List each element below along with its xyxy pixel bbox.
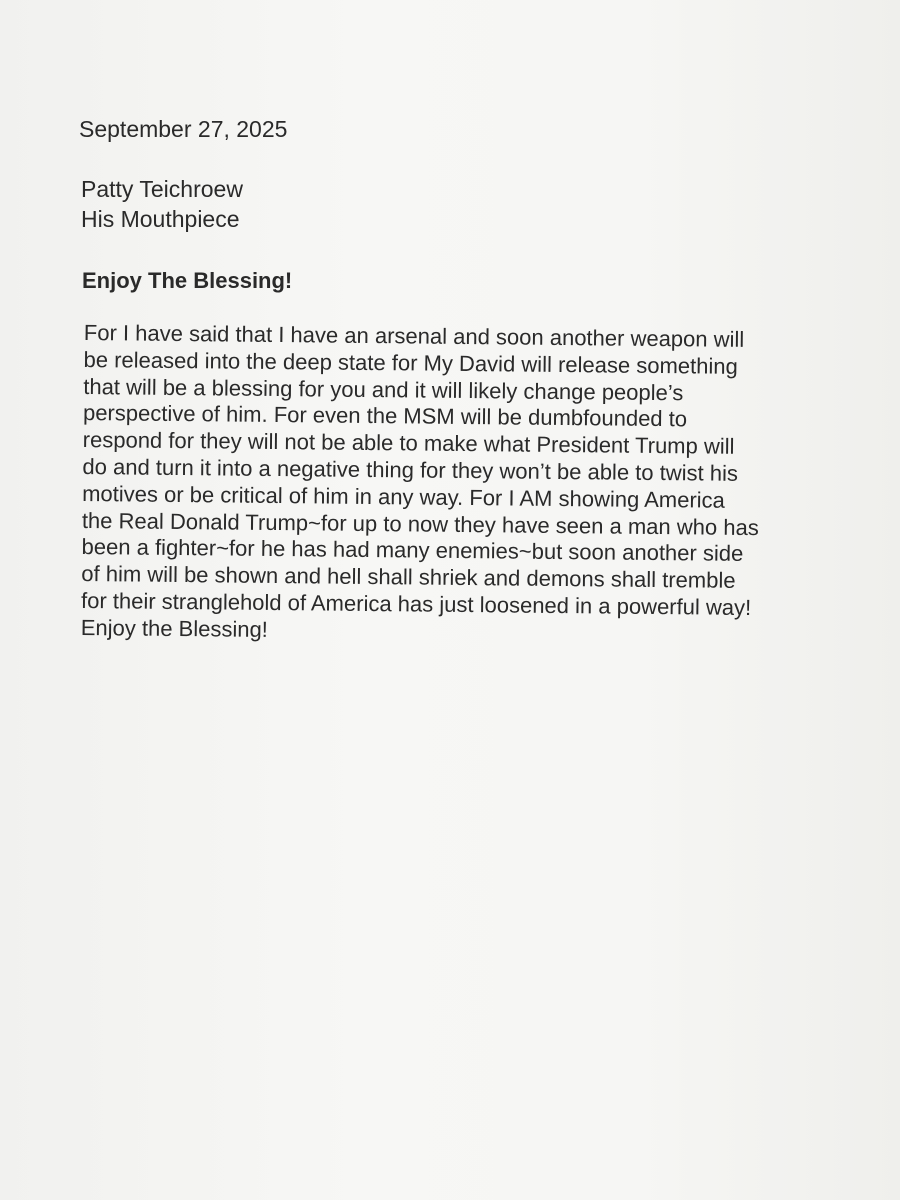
body-line: do and turn it into a negative thing for they won’t be able to twist his — [82, 453, 739, 486]
body-line: perspective of him. For even the MSM will be dumbfounded to — [82, 400, 688, 432]
author-name: Patty Teichroew — [81, 176, 243, 202]
body-line: of him will be shown and hell shall shriek and demons shall tremble — [81, 561, 736, 594]
body-line: respond for they will not be able to make what President Trump will — [82, 427, 735, 460]
body-line: the Real Donald Trump~for up to now they have seen a man who has — [81, 507, 759, 540]
letter-date: September 27, 2025 — [79, 116, 288, 142]
letter-body — [81, 320, 874, 650]
body-line: be released into the deep state for My David will release something — [83, 346, 738, 379]
body-line: Enjoy the Blessing! — [80, 614, 269, 642]
body-line: that will be a blessing for you and it will likely change people’s — [83, 373, 684, 405]
body-line: been a fighter~for he has had many enemies~but soon another side — [81, 534, 744, 567]
letter-heading: Enjoy The Blessing! — [82, 268, 293, 293]
body-line: motives or be critical of him in any way. For I AM showing America — [82, 480, 725, 513]
body-line: for their stranglehold of America has just loosened in a powerful way! — [80, 587, 752, 620]
author-block — [81, 174, 243, 234]
author-role: His Mouthpiece — [81, 206, 240, 232]
body-line: For I have said that I have an arsenal and soon another weapon will — [83, 320, 745, 352]
